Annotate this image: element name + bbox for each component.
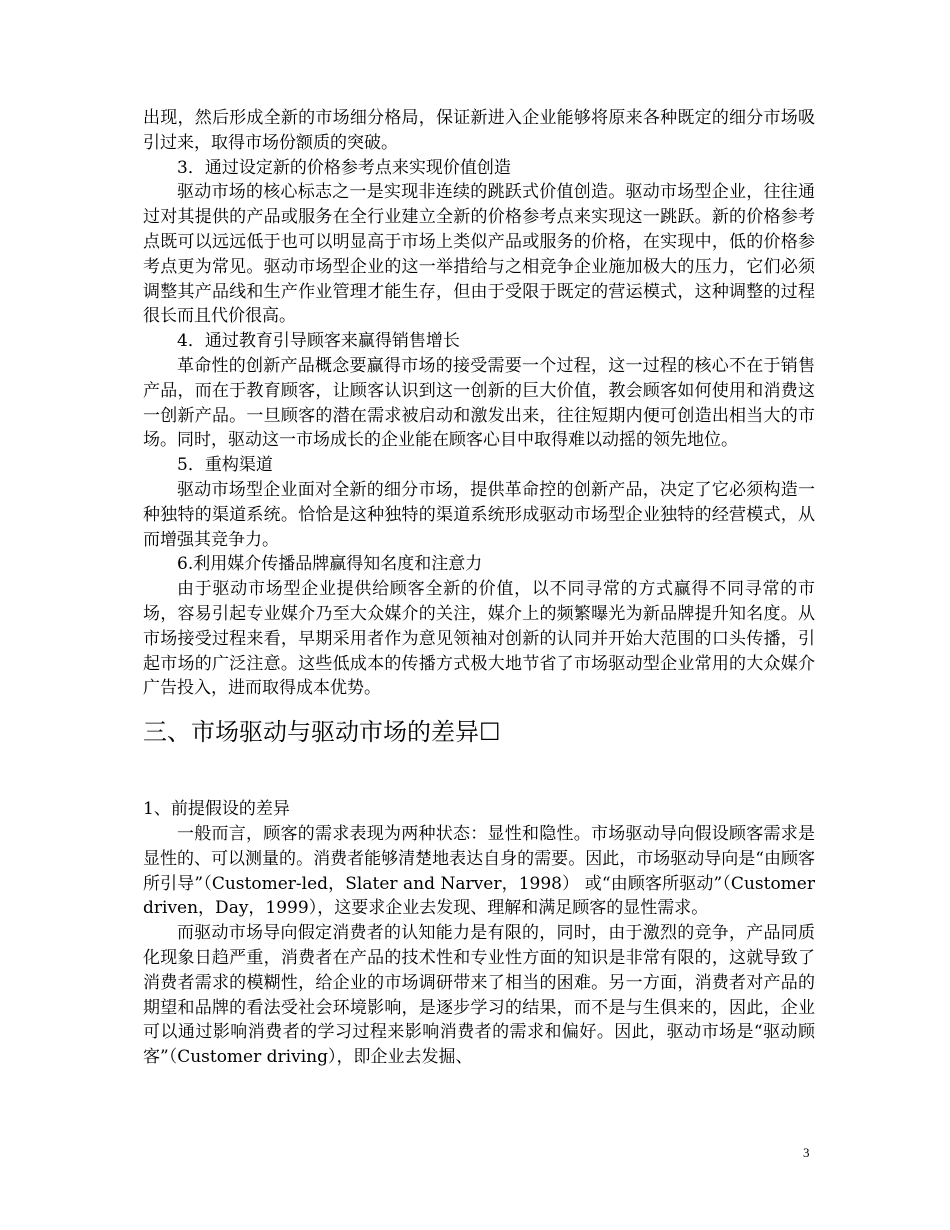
subheading-assumptions: 1、前提假设的差异 <box>143 799 290 820</box>
page-number: 3 <box>803 1145 810 1160</box>
paragraph-education: 革命性的创新产品概念要赢得市场的接受需要一个过程，这一过程的核心不在于销售产品，而在于教育顾客，让顾客认识到这一创新的巨大价值，教会顾客如何使用和消费这一创新产品。一旦顾客的潜在需求被启动和激发出来，往往短期内便可创造出相当大的市场。同时，驱动这一市场成长的企业能在顾客心目中取得难以动摇的领先地位。 <box>143 355 815 451</box>
paragraph-driving-market: 而驱动市场导向假定消费者的认知能力是有限的，同时，由于激烈的竞争，产品同质化现象日趋严重，消费者在产品的技术性和专业性方面的知识是非常有限的，这就导致了消费者需求的模糊性，给企业的市场调研带来了相当的困难。另一方面，消费者对产品的期望和品牌的看法受社会环境影响，是逐步学习的结果，而不是与生俱来的，因此，企业可以通过影响消费者的学习过程来影响消费者的需求和偏好。因此，驱动市场是“驱动顾客”（Customer driving），即企业去发掘、 <box>143 923 815 1068</box>
subheading-channels: 5．重构渠道 <box>177 455 273 476</box>
section-heading: 三、市场驱动与驱动市场的差异☐ <box>143 718 501 747</box>
page-content <box>143 106 815 1070</box>
section-spacer <box>143 749 815 797</box>
paragraph-explicit-needs: 一般而言，顾客的需求表现为两种状态：显性和隐性。市场驱动导向假设顾客需求是显性的、可以测量的。消费者能够清楚地表达自身的需要。因此，市场驱动导向是“由顾客所引导”（Customer-led，Slater and Narver，1998） 或“由顾客所驱动”（Customer driven，Day，1999），这要求企业去发现、理解和满足顾客的显性需求。 <box>143 823 815 919</box>
paragraph-media: 由于驱动市场型企业提供给顾客全新的价值，以不同寻常的方式赢得不同寻常的市场，容易引起专业媒介乃至大众媒介的关注，媒介上的频繁曝光为新品牌提升知名度。从市场接受过程来看，早期采用者作为意见领袖对创新的认同并开始大范围的口头传播，引起市场的广泛注意。这些低成本的传播方式极大地节省了市场驱动型企业常用的大众媒介广告投入，进而取得成本优势。 <box>143 579 815 699</box>
subheading-media: 6.利用媒介传播品牌赢得知名度和注意力 <box>177 554 483 575</box>
paragraph-channels: 驱动市场型企业面对全新的细分市场，提供革命控的创新产品，决定了它必须构造一种独特的渠道系统。恰恰是这种独特的渠道系统形成驱动市场型企业独特的经营模式，从而增强其竞争力。 <box>143 479 815 550</box>
subheading-customer-education: 4．通过教育引导顾客来赢得销售增长 <box>177 331 460 352</box>
paragraph-market-segmentation: 出现，然后形成全新的市场细分格局，保证新进入企业能够将原来各种既定的细分市场吸引过来，取得市场份额质的突破。 <box>143 108 815 153</box>
paragraph-value-creation: 驱动市场的核心标志之一是实现非连续的跳跃式价值创造。驱动市场型企业，往往通过对其提供的产品或服务在全行业建立全新的价格参考点来实现这一跳跃。新的价格参考点既可以远远低于也可以明显高于市场上类似产品或服务的价格，在实现中，低的价格参考点更为常见。驱动市场型企业的这一举措给与之相竞争企业施加极大的压力，它们必须调整其产品线和生产作业管理才能生存，但由于受限于既定的营运模式，这种调整的过程很长而且代价很高。 <box>143 182 815 327</box>
subheading-price-reference: 3．通过设定新的价格参考点来实现价值创造 <box>177 157 511 178</box>
